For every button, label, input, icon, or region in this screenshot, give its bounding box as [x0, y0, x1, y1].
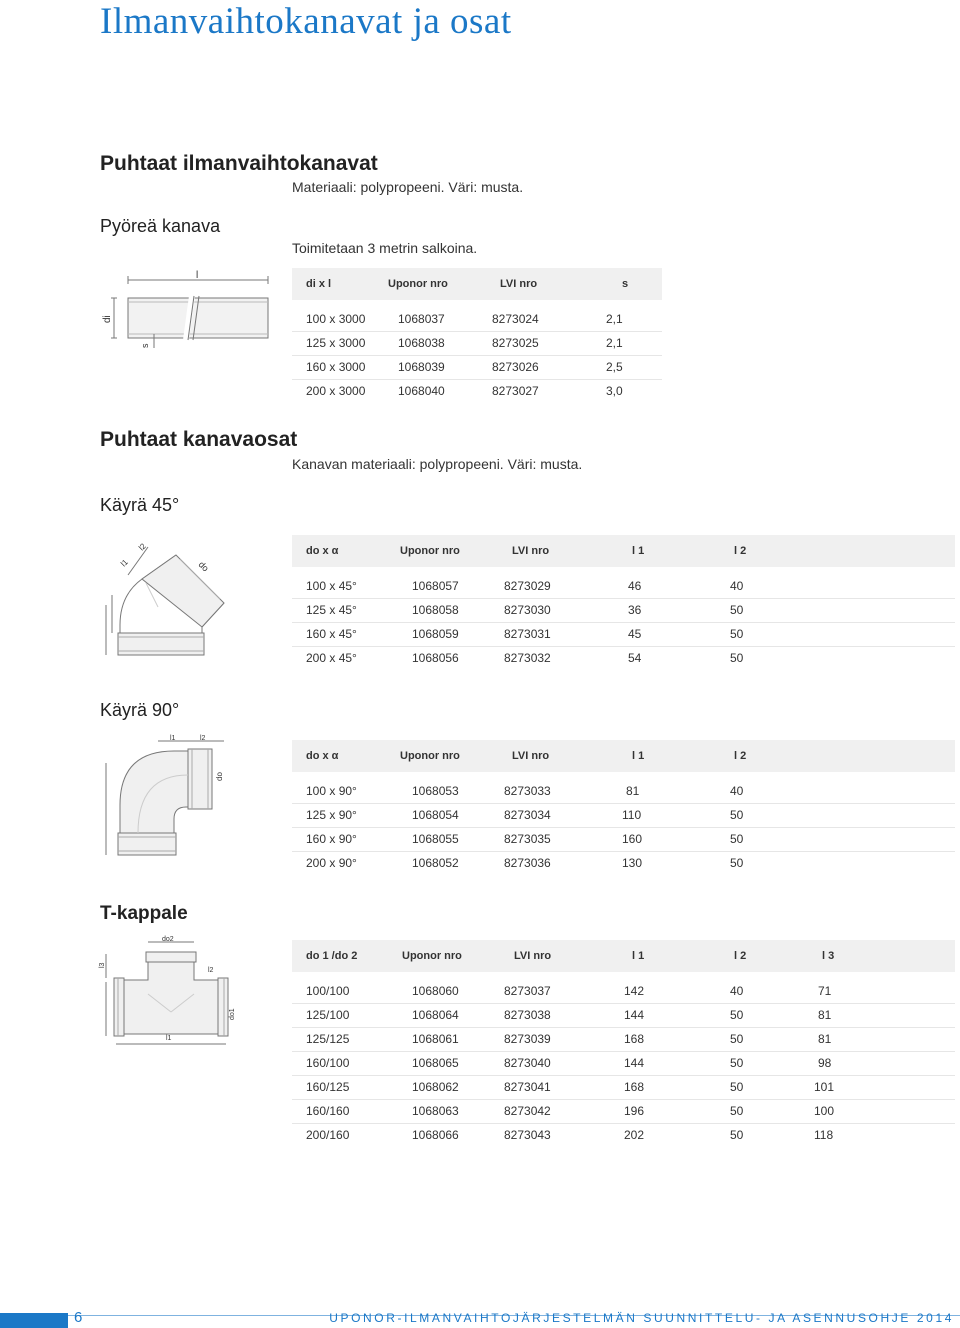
col-do1-do2: do 1 /do 2: [306, 950, 358, 962]
col-l2: l 2: [734, 950, 747, 962]
label-s: s: [140, 343, 150, 348]
cell: 8273043: [504, 1128, 551, 1142]
cell: 160 x 90°: [306, 832, 357, 846]
col-l2: l 2: [734, 545, 747, 557]
col-l3: l 3: [822, 950, 835, 962]
cell: 1068038: [398, 336, 445, 350]
cell: 8273029: [504, 579, 551, 593]
cell: 1068066: [412, 1128, 459, 1142]
col-do-alpha: do x α: [306, 750, 339, 762]
col-lvi: LVI nro: [514, 950, 552, 962]
cell: 168: [624, 1032, 645, 1046]
subheading-bend-45: Käyrä 45°: [100, 495, 180, 515]
cell: 50: [730, 832, 744, 846]
col-l2: l 2: [734, 750, 747, 762]
label-do: do: [196, 559, 211, 574]
cell: 144: [624, 1056, 645, 1070]
cell: 98: [818, 1056, 832, 1070]
cell: 100 x 3000: [306, 312, 366, 326]
cell: 50: [730, 603, 744, 617]
col-uponor: Uponor nro: [388, 278, 448, 290]
cell: 1068037: [398, 312, 445, 326]
cell: 8273040: [504, 1056, 551, 1070]
cell: 160 x 3000: [306, 360, 366, 374]
cell: 46: [628, 579, 642, 593]
label-l1: l1: [119, 557, 130, 569]
cell: 50: [730, 651, 744, 665]
cell: 50: [730, 1128, 744, 1142]
cell: 1068053: [412, 784, 459, 798]
section-heading-ducts: Puhtaat ilmanvaihtokanavat: [100, 152, 378, 175]
cell: 8273033: [504, 784, 551, 798]
cell: 50: [730, 1080, 744, 1094]
table-row: [292, 1051, 955, 1075]
col-l1: l 1: [632, 750, 645, 762]
cell: 2,1: [606, 336, 623, 350]
col-uponor: Uponor nro: [400, 750, 460, 762]
cell: 50: [730, 1008, 744, 1022]
parts-material-note: Kanavan materiaali: polypropeeni. Väri: musta.: [292, 456, 583, 472]
cell: 118: [814, 1128, 834, 1142]
cell: 50: [730, 1104, 744, 1118]
cell: 100: [814, 1104, 835, 1118]
cell: 160: [622, 832, 643, 846]
cell: 8273031: [504, 627, 551, 641]
cell: 100 x 90°: [306, 784, 357, 798]
cell: 1068040: [398, 384, 445, 398]
cell: 168: [624, 1080, 645, 1094]
cell: 8273027: [492, 384, 539, 398]
subheading-bend-90: Käyrä 90°: [100, 700, 180, 720]
table-row: [292, 780, 955, 803]
col-uponor: Uponor nro: [400, 545, 460, 557]
cell: 8273039: [504, 1032, 551, 1046]
cell: 8273024: [492, 312, 539, 326]
cell: 1068054: [412, 808, 459, 822]
col-s: s: [622, 278, 629, 290]
material-note: Materiaali: polypropeeni. Väri: musta.: [292, 179, 524, 195]
cell: 8273038: [504, 1008, 551, 1022]
cell: 50: [730, 808, 744, 822]
cell: 81: [818, 1032, 832, 1046]
delivery-note: Toimitetaan 3 metrin salkoina.: [292, 240, 478, 256]
bend-45-diagram: [98, 535, 238, 670]
col-do-alpha: do x α: [306, 545, 339, 557]
table-header: [292, 740, 955, 772]
cell: 125 x 3000: [306, 336, 366, 350]
cell: 1068061: [412, 1032, 459, 1046]
table-header: [292, 535, 955, 567]
cell: 50: [730, 856, 744, 870]
table-row: [292, 1027, 955, 1051]
footer-title: UPONOR-ILMANVAIHTOJÄRJESTELMÄN SUUNNITTELU- JA ASENNUSOHJE 2014: [329, 1311, 954, 1325]
col-lvi: LVI nro: [512, 750, 550, 762]
table-row: [292, 1075, 955, 1099]
cell: 40: [730, 579, 744, 593]
cell: 8273032: [504, 651, 551, 665]
table-row: [292, 1003, 955, 1027]
cell: 50: [730, 627, 744, 641]
page-number: 6: [74, 1309, 83, 1326]
cell: 8273036: [504, 856, 551, 870]
cell: 3,0: [606, 384, 623, 398]
cell: 50: [730, 1032, 744, 1046]
cell: 200/160: [306, 1128, 350, 1142]
label-l: l: [196, 270, 199, 281]
cell: 160 x 45°: [306, 627, 357, 641]
cell: 196: [624, 1104, 645, 1118]
cell: 142: [624, 984, 645, 998]
footer-accent-bar: [0, 1313, 68, 1328]
cell: 1068039: [398, 360, 445, 374]
label-do2: do2: [162, 936, 174, 943]
cell: 1068064: [412, 1008, 459, 1022]
col-lvi: LVI nro: [500, 278, 538, 290]
t-piece-table: [292, 940, 955, 1147]
cell: 125 x 45°: [306, 603, 357, 617]
cell: 1068055: [412, 832, 459, 846]
label-l2: l2: [200, 735, 206, 742]
table-row: [292, 803, 955, 827]
cell: 130: [622, 856, 643, 870]
cell: 81: [626, 784, 640, 798]
round-duct-diagram: [96, 268, 286, 358]
subheading-round-duct: Pyöreä kanava: [100, 216, 221, 236]
cell: 36: [628, 603, 642, 617]
label-l3: l3: [99, 962, 106, 968]
cell: 71: [818, 984, 832, 998]
round-duct-table: [292, 268, 662, 403]
cell: 8273026: [492, 360, 539, 374]
cell: 160/100: [306, 1056, 350, 1070]
label-di: di: [102, 315, 113, 323]
cell: 50: [730, 1056, 744, 1070]
cell: 8273037: [504, 984, 551, 998]
table-row: [292, 1099, 955, 1123]
col-uponor: Uponor nro: [402, 950, 462, 962]
cell: 200 x 3000: [306, 384, 366, 398]
cell: 1068052: [412, 856, 459, 870]
cell: 81: [818, 1008, 832, 1022]
table-row: [292, 331, 662, 355]
cell: 8273034: [504, 808, 551, 822]
table-row: [292, 598, 955, 622]
table-row: [292, 575, 955, 598]
t-piece-diagram: [98, 932, 248, 1050]
cell: 54: [628, 651, 642, 665]
cell: 8273035: [504, 832, 551, 846]
cell: 45: [628, 627, 642, 641]
cell: 200 x 90°: [306, 856, 357, 870]
cell: 200 x 45°: [306, 651, 357, 665]
cell: 8273030: [504, 603, 551, 617]
cell: 1068057: [412, 579, 459, 593]
cell: 40: [730, 984, 744, 998]
bend-90-diagram: [98, 733, 228, 863]
cell: 8273041: [504, 1080, 551, 1094]
table-row: [292, 851, 955, 875]
table-row: [292, 622, 955, 646]
table-row: [292, 308, 662, 331]
cell: 101: [814, 1080, 835, 1094]
subheading-t-piece: T-kappale: [100, 903, 188, 924]
col-l1: l 1: [632, 545, 645, 557]
cell: 100 x 45°: [306, 579, 357, 593]
bend-45-table: [292, 535, 955, 670]
cell: 1068056: [412, 651, 459, 665]
table-row: [292, 379, 662, 403]
col-l1: l 1: [632, 950, 645, 962]
cell: 2,5: [606, 360, 623, 374]
cell: 8273025: [492, 336, 539, 350]
cell: 125/125: [306, 1032, 350, 1046]
cell: 1068059: [412, 627, 459, 641]
cell: 202: [624, 1128, 645, 1142]
page-title: Ilmanvaihtokanavat ja osat: [100, 1, 512, 42]
cell: 8273042: [504, 1104, 551, 1118]
cell: 1068060: [412, 984, 459, 998]
table-row: [292, 646, 955, 670]
cell: 100/100: [306, 984, 350, 998]
table-row: [292, 1123, 955, 1147]
table-header: [292, 940, 955, 972]
section-heading-parts: Puhtaat kanavaosat: [100, 428, 298, 451]
cell: 1068063: [412, 1104, 459, 1118]
cell: 125 x 90°: [306, 808, 357, 822]
table-row: [292, 980, 955, 1003]
label-do: do: [215, 772, 224, 781]
cell: 144: [624, 1008, 645, 1022]
cell: 110: [622, 808, 642, 822]
bend-90-table: [292, 740, 955, 875]
table-header: [292, 268, 662, 300]
cell: 160/160: [306, 1104, 350, 1118]
cell: 1068062: [412, 1080, 459, 1094]
label-l1: l1: [166, 1035, 172, 1042]
col-dxl: di x l: [306, 278, 332, 290]
cell: 2,1: [606, 312, 623, 326]
label-l1: l1: [170, 735, 176, 742]
table-row: [292, 355, 662, 379]
cell: 160/125: [306, 1080, 350, 1094]
col-lvi: LVI nro: [512, 545, 550, 557]
label-l2: l2: [208, 967, 214, 974]
cell: 125/100: [306, 1008, 350, 1022]
label-do1: do1: [229, 1008, 236, 1020]
cell: 1068065: [412, 1056, 459, 1070]
table-row: [292, 827, 955, 851]
label-l2: l2: [137, 541, 148, 553]
cell: 40: [730, 784, 744, 798]
cell: 1068058: [412, 603, 459, 617]
